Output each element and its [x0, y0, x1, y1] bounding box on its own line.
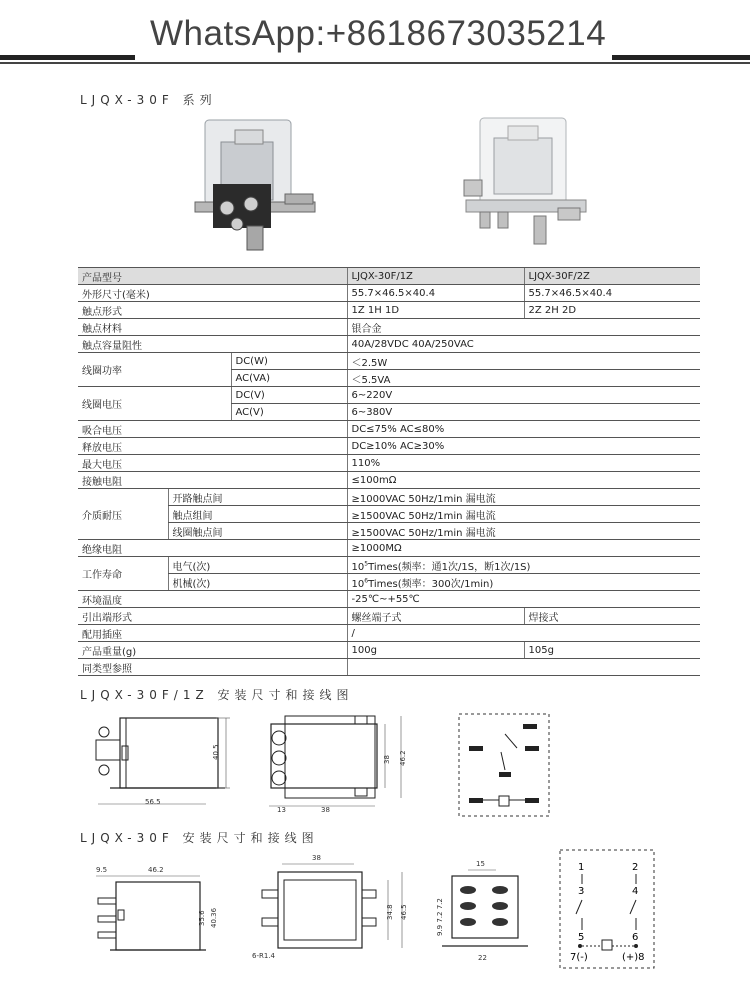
life-electric-exp: 5 [364, 560, 369, 568]
top-view-diagram-1z [265, 712, 415, 816]
row-value: / [347, 625, 700, 642]
life-mech-base: 10 [351, 578, 365, 590]
pin-3: 3 [578, 886, 585, 897]
row-value: ≥1000MΩ [347, 540, 700, 557]
pin-2: 2 [632, 862, 639, 873]
row-label: 产品重量(g) [78, 642, 347, 659]
row-label: 接触电阻 [78, 472, 347, 489]
row-label: 吸合电压 [78, 421, 347, 438]
row-value: ≥1000VAC 50Hz/1min 漏电流 [347, 489, 700, 506]
row-label: 触点材料 [78, 319, 347, 336]
row-value: 6~380V [347, 404, 700, 421]
row-value: DC≥10% AC≥30% [347, 438, 700, 455]
table-row [78, 489, 700, 506]
row-value: 55.7×46.5×40.4 [347, 285, 524, 302]
row-value: ≥1500VAC 50Hz/1min 漏电流 [347, 523, 700, 540]
row-value: 银合金 [347, 319, 700, 336]
row-sublabel: 开路触点间 [168, 489, 347, 506]
row-value: 1Z 1H 1D [347, 302, 524, 319]
header-col2: LJQX-30F/2Z [524, 268, 700, 285]
section2-title: LJQX-30F 安装尺寸和接线图 [80, 831, 319, 845]
row-value: ＜2.5W [347, 353, 700, 370]
dim-small: 6-R1.4 [252, 952, 275, 960]
table-row [78, 523, 700, 540]
pin-1: 1 [578, 862, 585, 873]
row-sublabel: 电气(次) [168, 557, 347, 574]
pin-5: 5 [578, 932, 585, 943]
row-label: 触点形式 [78, 302, 347, 319]
row-value: -25℃~+55℃ [347, 591, 700, 608]
spec-table [78, 267, 700, 676]
banner-text: WhatsApp:+8618673035214 [150, 14, 607, 53]
row-value [347, 557, 700, 574]
row-sublabel: 线圈触点间 [168, 523, 347, 540]
top-view-diagram-2z [248, 850, 418, 966]
wiring-diagram-2z [556, 848, 660, 972]
wiring-diagram-1z [455, 712, 555, 820]
row-label: 释放电压 [78, 438, 347, 455]
table-row [78, 608, 700, 625]
dim-side-labels: 9.9 7.2 7.2 [436, 898, 444, 936]
table-row [78, 625, 700, 642]
dim-height: 40.5 [212, 744, 220, 760]
relay-photo-solder-terminals [450, 112, 600, 252]
banner-bar-right [612, 55, 750, 60]
table-row [78, 540, 700, 557]
table-row [78, 574, 700, 591]
row-label: 绝缘电阻 [78, 540, 347, 557]
row-sublabel: AC(VA) [231, 370, 347, 387]
row-label: 最大电压 [78, 455, 347, 472]
header-label: 产品型号 [78, 268, 347, 285]
dim-9-5: 9.5 [96, 866, 108, 874]
row-value: DC≤75% AC≤80% [347, 421, 700, 438]
row-label: 引出端形式 [78, 608, 347, 625]
row-sublabel: AC(V) [231, 404, 347, 421]
table-row [78, 421, 700, 438]
life-electric-text: Times(频率：通1次/1S，断1次/1S) [368, 561, 531, 573]
dim-40-36: 40.36 [210, 907, 218, 928]
dim-38b: 38 [321, 806, 330, 814]
dim-46-2: 46.2 [148, 866, 164, 874]
side-view-diagram-1z [90, 712, 240, 816]
dim-46-5: 46.5 [400, 904, 408, 920]
row-label: 环境温度 [78, 591, 347, 608]
pin-4: 4 [632, 886, 639, 897]
table-row [78, 455, 700, 472]
table-row [78, 438, 700, 455]
table-row [78, 557, 700, 574]
life-mech-text: Times(频率：300次/1min) [368, 578, 494, 590]
dim-22: 22 [478, 954, 487, 962]
table-row [78, 387, 700, 404]
row-value: ＜5.5VA [347, 370, 700, 387]
side-view-diagram-2z [90, 858, 230, 962]
row-value [347, 659, 700, 676]
row-value: 螺丝端子式 [347, 608, 524, 625]
header-col1: LJQX-30F/1Z [347, 268, 524, 285]
row-label: 同类型参照 [78, 659, 347, 676]
table-row [78, 659, 700, 676]
dim-38-top: 38 [312, 854, 321, 862]
table-row [78, 591, 700, 608]
dim-13: 13 [277, 806, 286, 814]
series-title: LJQX-30F 系列 [80, 93, 217, 107]
watermark-banner [0, 0, 750, 62]
dim-38: 38 [383, 755, 391, 764]
life-mech-exp: 6 [364, 577, 369, 585]
table-row [78, 336, 700, 353]
table-row [78, 302, 700, 319]
table-row [78, 319, 700, 336]
row-label: 配用插座 [78, 625, 347, 642]
dim-46: 46.2 [399, 750, 407, 766]
row-value: 100g [347, 642, 524, 659]
banner-rule [0, 62, 750, 64]
row-value: 105g [524, 642, 700, 659]
table-row [78, 353, 700, 370]
row-label: 线圈电压 [78, 387, 231, 421]
dim-width: 56.5 [145, 798, 161, 806]
row-value: 6~220V [347, 387, 700, 404]
row-value: ≤100mΩ [347, 472, 700, 489]
row-label: 线圈功率 [78, 353, 231, 387]
row-value: 2Z 2H 2D [524, 302, 700, 319]
row-value: 110% [347, 455, 700, 472]
row-value: 焊接式 [524, 608, 700, 625]
row-sublabel: DC(V) [231, 387, 347, 404]
table-row [78, 506, 700, 523]
row-label: 介质耐压 [78, 489, 168, 540]
row-label: 触点容量阻性 [78, 336, 347, 353]
pin-6: 6 [632, 932, 639, 943]
row-label: 工作寿命 [78, 557, 168, 591]
section1-title: LJQX-30F/1Z 安装尺寸和接线图 [80, 688, 354, 702]
pin-7: 7(-) [570, 952, 588, 963]
row-value [347, 574, 700, 591]
dim-34-8: 34.8 [386, 904, 394, 920]
relay-photo-screw-terminals [185, 112, 335, 260]
table-row [78, 642, 700, 659]
row-value: 40A/28VDC 40A/250VAC [347, 336, 700, 353]
table-row [78, 472, 700, 489]
table-row [78, 285, 700, 302]
row-sublabel: 触点组间 [168, 506, 347, 523]
dim-35-6: 35.6 [198, 910, 206, 926]
row-sublabel: 机械(次) [168, 574, 347, 591]
row-sublabel: DC(W) [231, 353, 347, 370]
life-electric-base: 10 [351, 561, 365, 573]
row-label: 外形尺寸(毫米) [78, 285, 347, 302]
table-header-row [78, 268, 700, 285]
banner-bar-left [0, 55, 135, 60]
row-value: 55.7×46.5×40.4 [524, 285, 700, 302]
row-value: ≥1500VAC 50Hz/1min 漏电流 [347, 506, 700, 523]
front-view-diagram-2z [432, 856, 536, 964]
pin-8: (+)8 [622, 952, 645, 963]
dim-15: 15 [476, 860, 485, 868]
